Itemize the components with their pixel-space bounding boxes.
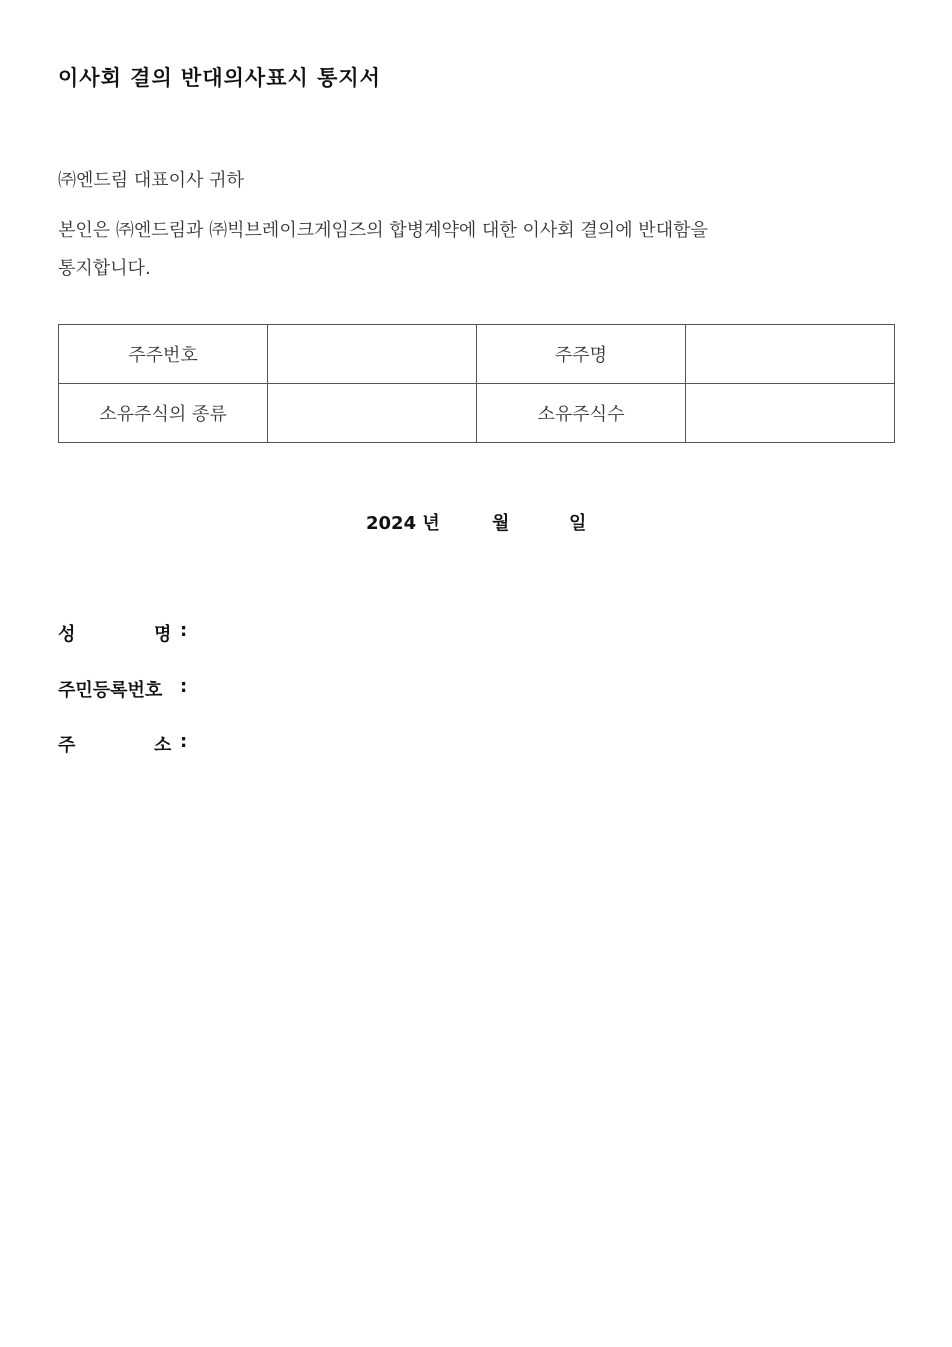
notice-body-line-1: 본인은 ㈜엔드림과 ㈜빅브레이크게임즈의 합병계약에 대한 이사회 결의에 반대함을: [58, 220, 708, 241]
document-title: 이사회 결의 반대의사표시 통지서: [58, 66, 381, 90]
name-colon: :: [180, 620, 188, 641]
shareholder-name-value[interactable]: [686, 325, 895, 384]
share-count-label: 소유주식수: [477, 384, 686, 443]
table-row: [59, 325, 895, 384]
addressee: ㈜엔드림 대표이사 귀하: [58, 170, 244, 191]
notice-body: [58, 212, 858, 288]
share-type-label: 소유주식의 종류: [59, 384, 268, 443]
id-number-label: 주민등록번호: [58, 680, 163, 701]
date-month: 월: [492, 513, 510, 534]
shareholder-number-label: 주주번호: [59, 325, 268, 384]
id-number-colon: :: [180, 676, 188, 697]
share-type-value[interactable]: [268, 384, 477, 443]
name-label-char-1: 성: [58, 624, 76, 645]
name-label-char-2: 명: [154, 624, 172, 645]
share-count-value[interactable]: [686, 384, 895, 443]
shareholder-name-label: 주주명: [477, 325, 686, 384]
address-label-char-1: 주: [58, 735, 76, 756]
shareholder-info-table: [58, 324, 895, 443]
table-row: [59, 384, 895, 443]
date-day: 일: [569, 513, 587, 534]
shareholder-number-value[interactable]: [268, 325, 477, 384]
address-label-char-2: 소: [154, 735, 172, 756]
address-colon: :: [180, 731, 188, 752]
notice-body-line-2: 통지합니다.: [58, 258, 151, 279]
date-year: 2024 년: [366, 513, 440, 534]
